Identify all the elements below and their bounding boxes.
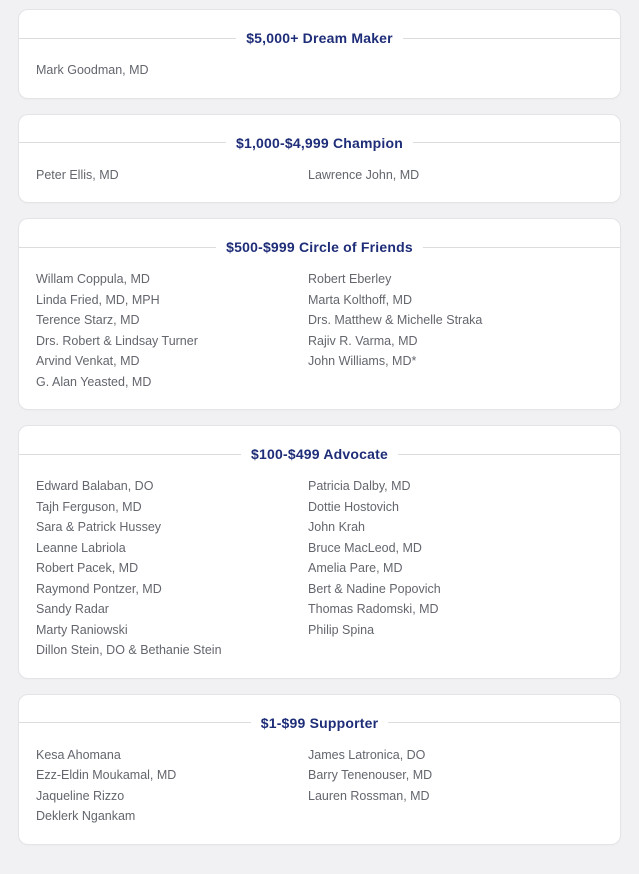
divider-line-right <box>403 38 620 39</box>
donor-name: Barry Tenenouser, MD <box>308 768 433 782</box>
donor-name: Raymond Pontzer, MD <box>36 581 162 596</box>
donor-column-left <box>36 165 308 186</box>
donor-name: Terence Starz, MD <box>36 313 140 327</box>
donor-name: Willam Coppula, MD <box>36 272 150 286</box>
donor-name-columns <box>19 152 620 186</box>
donor-name: Sara & Patrick Hussey <box>36 520 162 534</box>
donor-name: Patricia Dalby, MD <box>308 479 411 493</box>
tier-title: $100-$499 Advocate <box>251 446 388 462</box>
donor-name: Drs. Matthew & Michelle Straka <box>308 313 483 327</box>
tier-card <box>18 114 621 204</box>
donor-name: Jaqueline Rizzo <box>36 788 125 803</box>
tier-title: $500-$999 Circle of Friends <box>226 239 413 255</box>
donor-name: Thomas Radomski, MD <box>308 602 439 616</box>
donor-name-columns <box>19 732 620 827</box>
tier-header <box>19 29 620 47</box>
divider-line-left <box>19 722 251 723</box>
tier-header <box>19 445 620 463</box>
donor-name: James Latronica, DO <box>308 747 426 762</box>
donor-column-left <box>36 269 308 392</box>
donor-name: Deklerk Ngankam <box>36 809 136 823</box>
donor-name: Marta Kolthoff, MD <box>308 292 412 307</box>
donor-name: Dillon Stein, DO & Bethanie Stein <box>36 643 222 657</box>
donor-name: Mark Goodman, MD <box>36 63 149 77</box>
donor-column-left <box>36 476 308 661</box>
divider-line-right <box>413 142 620 143</box>
donor-name: Bert & Nadine Popovich <box>308 581 441 596</box>
donor-name: Marty Raniowski <box>36 622 128 637</box>
divider-line-right <box>423 247 620 248</box>
donor-name: Drs. Robert & Lindsay Turner <box>36 333 198 348</box>
donor-name: Kesa Ahomana <box>36 747 121 762</box>
donor-column-right <box>308 745 603 827</box>
donor-column-left <box>36 745 308 827</box>
donor-name: Edward Balaban, DO <box>36 479 154 493</box>
tier-title: $1,000-$4,999 Champion <box>235 134 404 151</box>
donor-column-right <box>308 60 603 81</box>
tier-title: $5,000+ Dream Maker <box>246 30 393 46</box>
donor-column-right <box>308 476 603 661</box>
donor-name: Ezz-Eldin Moukamal, MD <box>36 768 177 782</box>
donor-name-columns <box>19 463 620 661</box>
donor-column-left <box>36 60 308 81</box>
divider-line-left <box>19 38 236 39</box>
donor-name: Robert Eberley <box>308 272 392 286</box>
divider-line-right <box>388 722 620 723</box>
donor-name-columns <box>19 256 620 392</box>
donor-name: Philip Spina <box>308 622 375 637</box>
divider-line-left <box>19 247 216 248</box>
donor-name: Peter Ellis, MD <box>36 167 119 182</box>
tier-card <box>18 694 621 845</box>
divider-line-left <box>19 454 241 455</box>
donor-name: Lawrence John, MD <box>308 167 420 182</box>
donor-name: John Williams, MD* <box>308 354 417 368</box>
tier-card <box>18 425 621 679</box>
donor-name: Arvind Venkat, MD <box>36 354 140 368</box>
donor-name: Linda Fried, MD, MPH <box>36 292 160 307</box>
tier-header <box>19 238 620 256</box>
tier-header <box>19 134 620 152</box>
donor-name: Tajh Ferguson, MD <box>36 499 142 514</box>
tier-card <box>18 9 621 99</box>
divider-line-right <box>398 454 620 455</box>
donor-name: Sandy Radar <box>36 602 109 616</box>
divider-line-left <box>19 142 226 143</box>
donor-name: Robert Pacek, MD <box>36 561 139 575</box>
donor-name: G. Alan Yeasted, MD <box>36 374 152 389</box>
tier-title: $1-$99 Supporter <box>260 714 379 731</box>
donor-recognition-list <box>18 9 621 845</box>
donor-name: Amelia Pare, MD <box>308 561 403 575</box>
donor-column-right <box>308 165 603 186</box>
donor-name-columns <box>19 47 620 81</box>
donor-name: Rajiv R. Varma, MD <box>308 333 418 348</box>
donor-name: John Krah <box>308 520 365 534</box>
donor-name: Leanne Labriola <box>36 540 126 555</box>
tier-header <box>19 714 620 732</box>
donor-name: Lauren Rossman, MD <box>308 788 430 803</box>
donor-column-right <box>308 269 603 392</box>
donor-name: Bruce MacLeod, MD <box>308 540 422 555</box>
donor-name: Dottie Hostovich <box>308 499 400 514</box>
tier-card <box>18 218 621 410</box>
